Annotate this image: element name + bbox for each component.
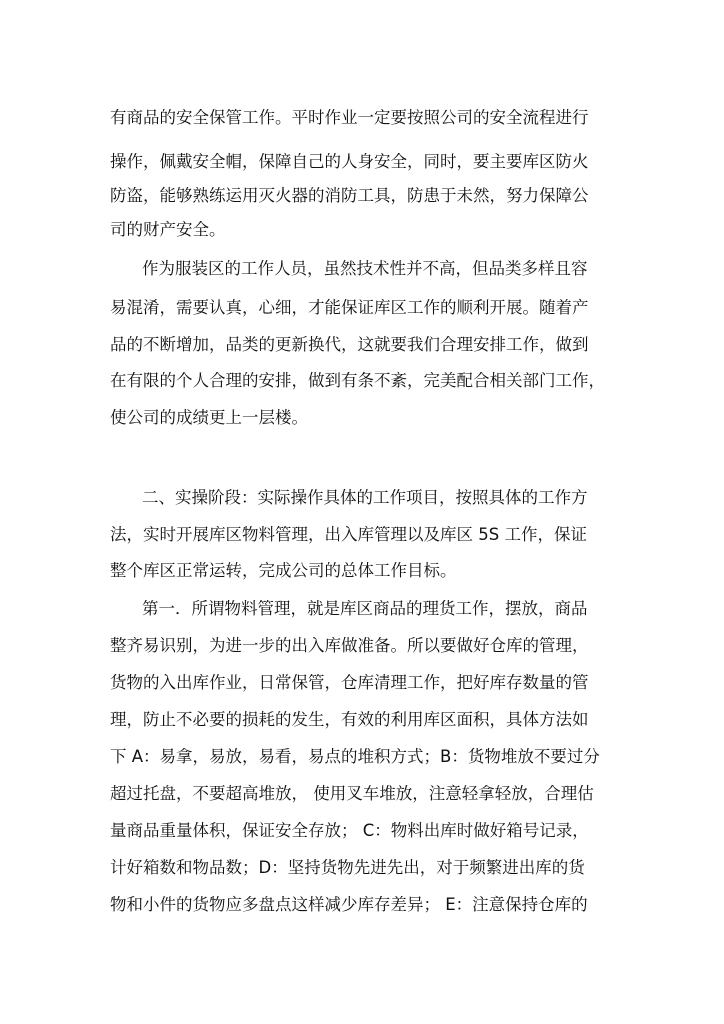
paragraph-line: 使公司的成绩更上一层楼。 xyxy=(110,408,308,427)
paragraph-line: 司的财产安全。 xyxy=(110,220,226,239)
paragraph-line: 超过托盘，不要超高堆放， 使用叉车堆放，注意轻拿轻放，合理估 xyxy=(110,784,594,803)
paragraph-line: 在有限的个人合理的安排，做到有条不紊，完美配合相关部门工作， xyxy=(110,371,605,390)
paragraph-line: 量商品重量体积，保证安全存放； C：物料出库时做好箱号记录， xyxy=(110,821,589,840)
paragraph-line: 计好箱数和物品数；D：坚持货物先进先出，对于频繁进出库的货 xyxy=(110,858,585,877)
paragraph-line: 理，防止不必要的损耗的发生，有效的利用库区面积，具体方法如 xyxy=(110,710,589,729)
paragraph-line: 防盗，能够熟练运用灭火器的消防工具，防患于未然，努力保障公 xyxy=(110,186,589,205)
paragraph-line: 法，实时开展库区物料管理，出入库管理以及库区 5S 工作，保证 xyxy=(110,525,587,544)
paragraph-line: 整个库区正常运转，完成公司的总体工作目标。 xyxy=(110,561,457,580)
paragraph-line: 操作，佩戴安全帽，保障自己的人身安全，同时，要主要库区防火 xyxy=(110,152,589,171)
paragraph-line: 二、实操阶段：实际操作具体的工作项目，按照具体的工作方 xyxy=(142,488,588,507)
paragraph-line: 作为服装区的工作人员，虽然技术性并不高，但品类多样且容 xyxy=(142,259,588,278)
paragraph-line: 货物的入出库作业，日常保管，仓库清理工作，把好库存数量的管 xyxy=(110,673,589,692)
paragraph-line: 物和小件的货物应多盘点这样减少库存差异； E：注意保持仓库的 xyxy=(110,895,588,914)
paragraph-line: 第一．所谓物料管理，就是库区商品的理货工作，摆放，商品 xyxy=(142,599,588,618)
paragraph-line: 有商品的安全保管工作。平时作业一定要按照公司的安全流程进行 xyxy=(110,108,589,127)
paragraph-line: 整齐易识别，为进一步的出入库做准备。所以要做好仓库的管理， xyxy=(110,636,589,655)
paragraph-line: 品的不断增加，品类的更新换代，这就要我们合理安排工作，做到 xyxy=(110,335,589,354)
paragraph-line: 易混淆，需要认真，心细，才能保证库区工作的顺利开展。随着产 xyxy=(110,298,589,317)
paragraph-line: 下 A：易拿，易放，易看，易点的堆积方式；B：货物堆放不要过分 xyxy=(110,747,600,766)
